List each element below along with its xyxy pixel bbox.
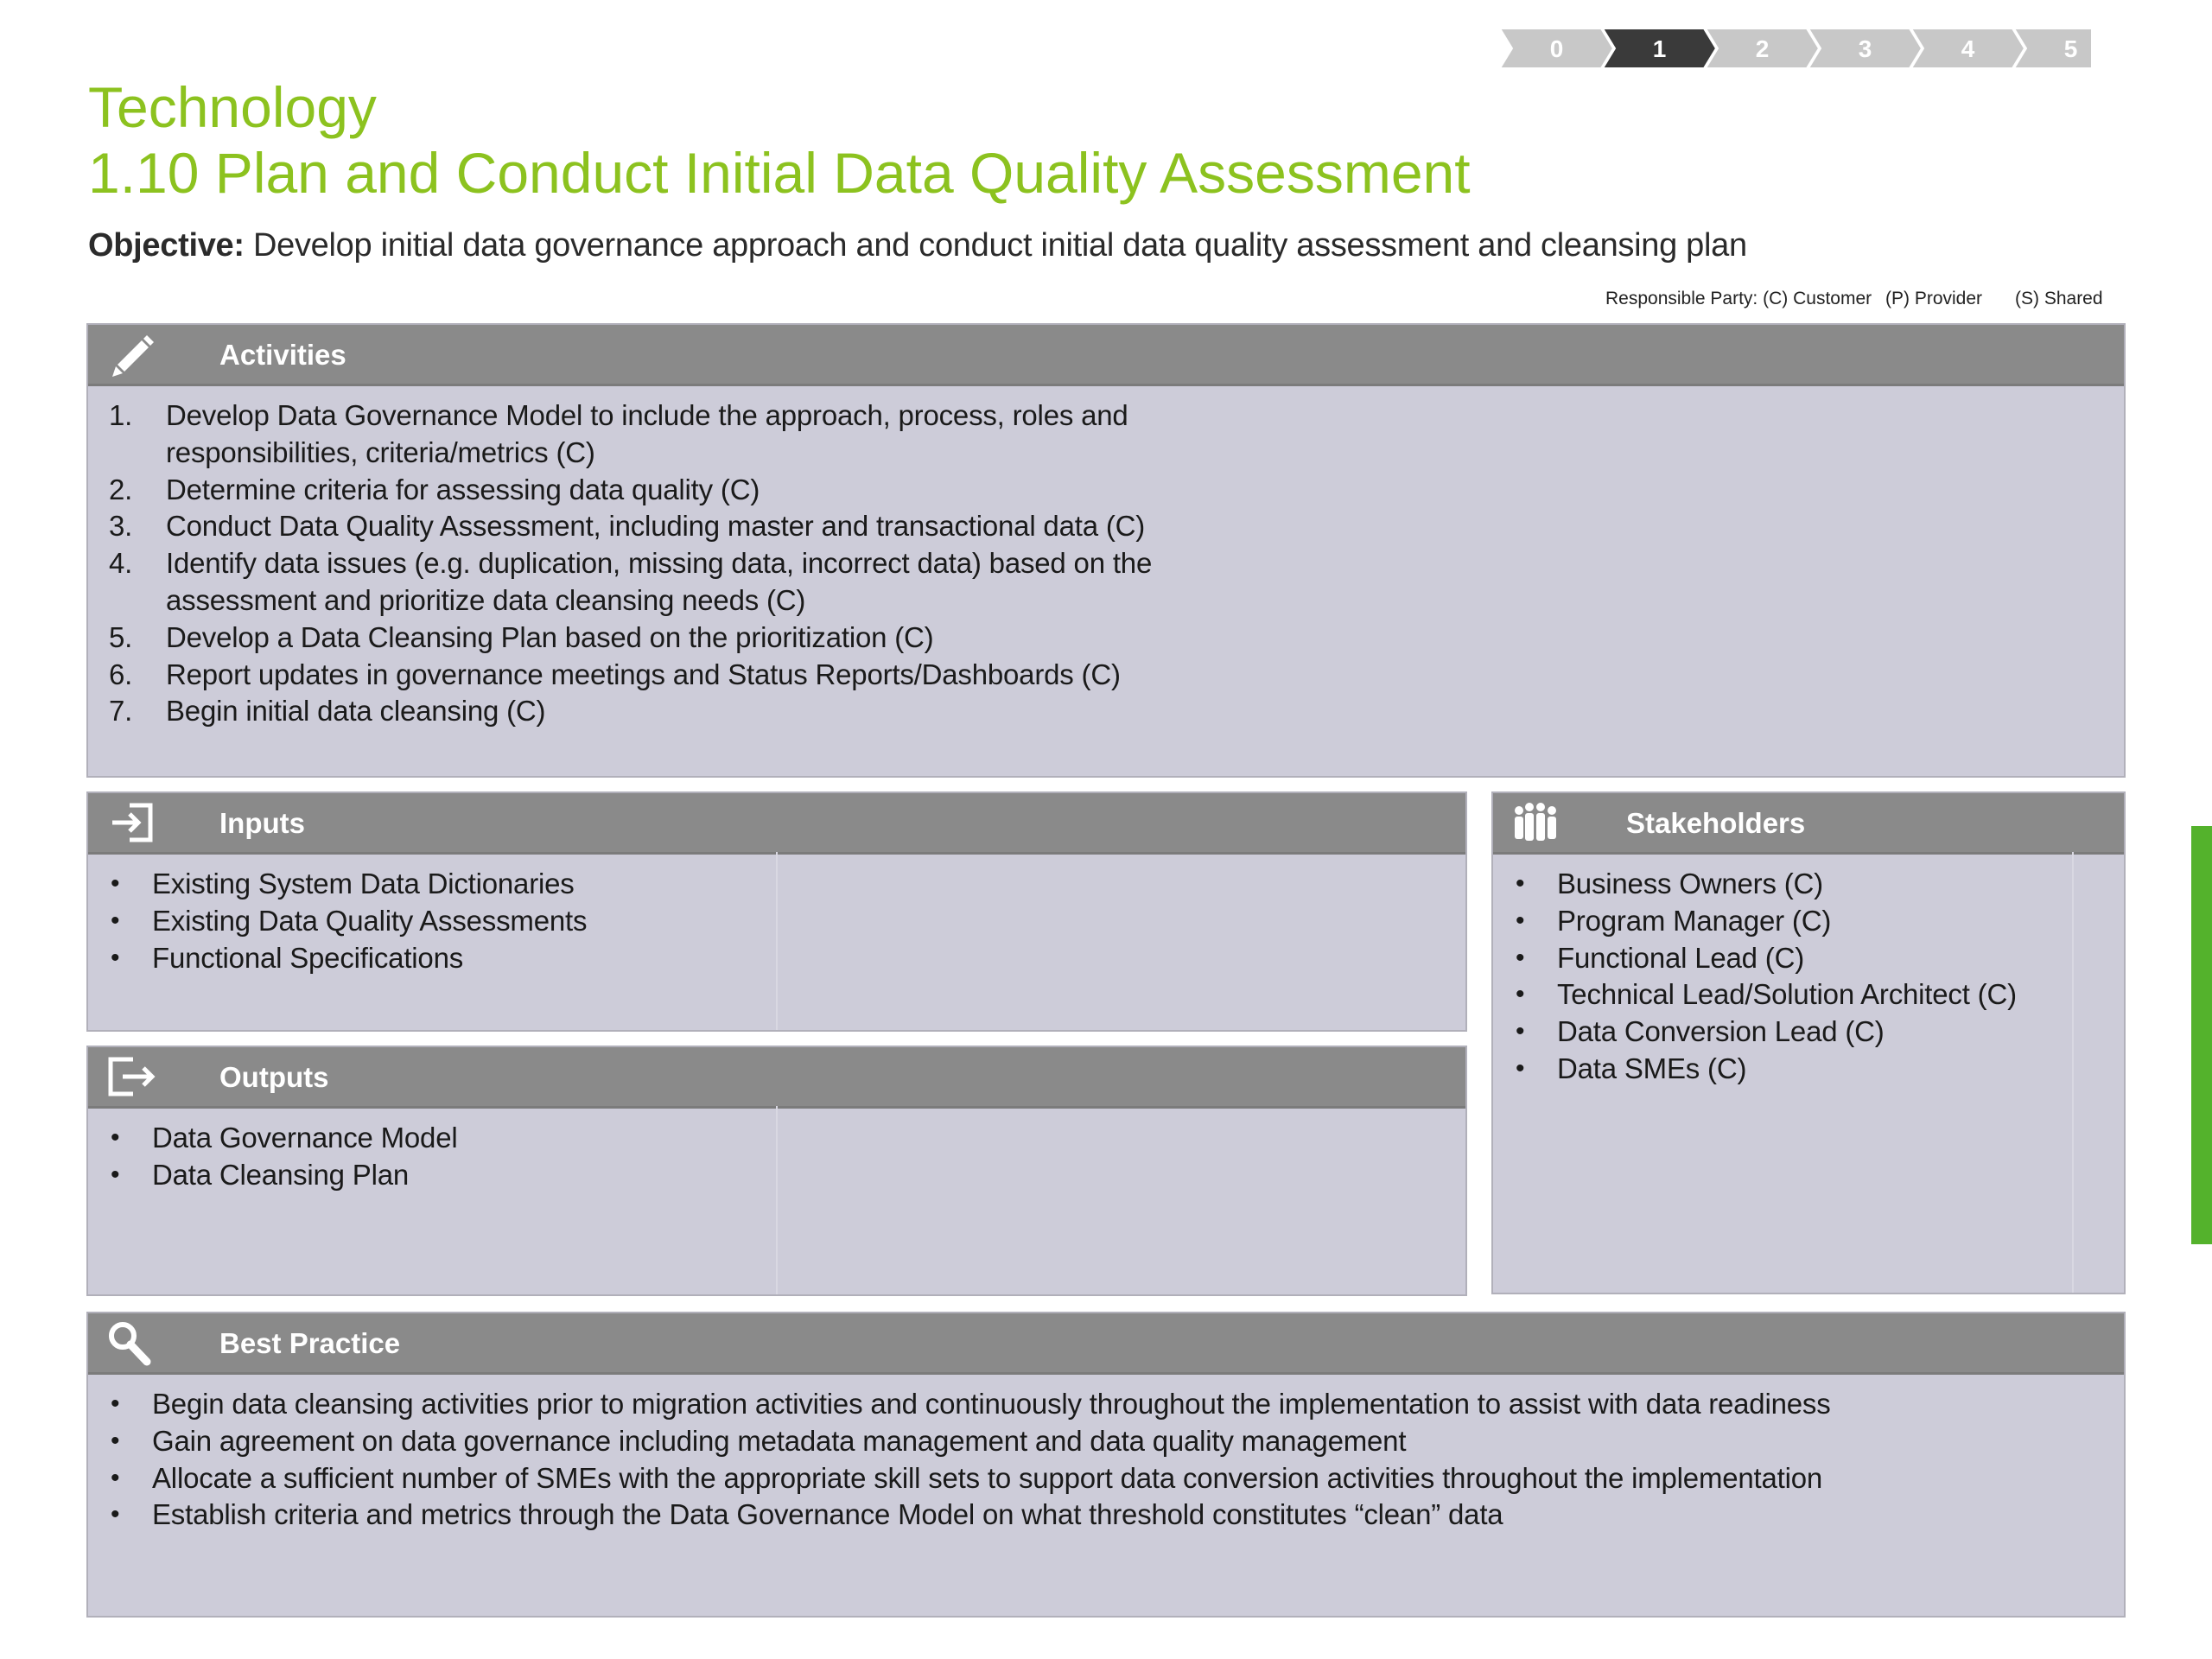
people-icon: [1509, 798, 1562, 847]
stakeholder-item: • Data Conversion Lead (C): [1493, 1014, 2017, 1051]
activity-number: 2.: [109, 473, 133, 505]
activity-item-continuation: [88, 582, 1152, 620]
pencil-icon: [104, 330, 157, 378]
stage-chevron: [2014, 29, 2091, 68]
stakeholders-title: Stakeholders: [1626, 807, 1806, 839]
activities-header: [88, 325, 2124, 386]
objective-text: Develop initial data governance approach and conduct initial data quality assessment and cleansing plan: [253, 227, 1747, 264]
best-practice-item: • Allocate a sufficient number of SMEs with the appropriate skill sets to support data conversion activities throughout the implementation: [88, 1460, 1831, 1497]
side-tab-marker: [2191, 826, 2212, 1244]
stage-0: [1500, 29, 1613, 68]
legend-label: Responsible Party:: [1605, 289, 1758, 308]
outputs-divider: [776, 1106, 778, 1294]
objective: [88, 223, 1747, 268]
activity-text: Begin initial data cleansing (C): [166, 695, 546, 728]
best-practice-item: • Establish criteria and metrics through the Data Governance Model on what threshold constitutes “clean” data: [88, 1497, 1831, 1534]
activity-item: [88, 657, 1152, 694]
stakeholder-item: • Program Manager (C): [1493, 903, 2017, 940]
stage-5: [2014, 29, 2091, 68]
stage-2: [1706, 29, 1819, 68]
activity-text: Identify data issues (e.g. duplication, missing data, incorrect data) based on the: [166, 547, 1153, 580]
stage-indicator: [1500, 28, 2091, 69]
activity-text: responsibilities, criteria/metrics (C): [166, 435, 595, 468]
page-title: 1.10 Plan and Conduct Initial Data Quality Assessment: [88, 141, 1471, 205]
activity-number: 1.: [109, 399, 133, 431]
inputs-title: Inputs: [219, 807, 305, 839]
best-practice-header: [88, 1313, 2124, 1375]
objective-label: Objective:: [88, 227, 245, 264]
stakeholders-header: [1493, 793, 2124, 855]
legend-shared: (S) Shared: [2015, 289, 2103, 308]
activity-item: [88, 472, 1152, 509]
output-item: • Data Cleansing Plan: [88, 1157, 458, 1194]
stage-label: 4: [1961, 35, 1975, 62]
activity-text: Develop Data Governance Model to include the approach, process, roles and: [166, 399, 1128, 431]
activity-text: Conduct Data Quality Assessment, including master and transactional data (C): [166, 510, 1146, 543]
stage-label: 2: [1755, 35, 1770, 62]
stage-label: 3: [1858, 35, 1872, 62]
activity-item: [88, 545, 1152, 582]
activity-item: [88, 620, 1152, 657]
activity-text: Report updates in governance meetings and Status Reports/Dashboards (C): [166, 658, 1121, 690]
outputs-list: [88, 1120, 458, 1194]
activity-text: assessment and prioritize data cleansing needs (C): [166, 583, 806, 616]
legend-provider: (P) Provider: [1885, 289, 1983, 308]
activities-title: Activities: [219, 339, 346, 371]
activities-list: [88, 397, 1152, 730]
activity-text: Develop a Data Cleansing Plan based on the prioritization (C): [166, 620, 934, 653]
stakeholders-list: [1493, 866, 2017, 1088]
output-item: • Data Governance Model: [88, 1120, 458, 1157]
stakeholder-item: • Data SMEs (C): [1493, 1051, 2017, 1088]
stage-label: 5: [2063, 35, 2078, 62]
input-item: • Existing Data Quality Assessments: [88, 903, 587, 940]
best-practice-item: • Begin data cleansing activities prior to migration activities and continuously throughout the implementation to assist with data readiness: [88, 1386, 1831, 1423]
category-title: Technology: [88, 75, 377, 139]
outputs-panel: [86, 1046, 1467, 1296]
activity-item: [88, 693, 1152, 730]
activity-number: 3.: [109, 510, 133, 543]
activity-number: 6.: [109, 658, 133, 690]
stage-3: [1808, 29, 1922, 68]
inputs-panel: [86, 791, 1467, 1032]
outputs-title: Outputs: [219, 1061, 329, 1093]
stakeholder-item: • Business Owners (C): [1493, 866, 2017, 903]
activity-item: [88, 397, 1152, 435]
stage-label: 0: [1549, 35, 1564, 62]
stakeholder-item: • Technical Lead/Solution Architect (C): [1493, 976, 2017, 1014]
stage-1: [1603, 29, 1716, 68]
stakeholders-panel: [1491, 791, 2126, 1294]
legend-customer: [1605, 289, 1872, 309]
activity-number: 7.: [109, 695, 133, 728]
stakeholder-item: • Functional Lead (C): [1493, 940, 2017, 977]
legend-customer-text: (C) Customer: [1763, 289, 1872, 308]
best-practice-list: [88, 1386, 1831, 1534]
activity-number: 5.: [109, 620, 133, 653]
stage-label: 1: [1652, 35, 1667, 62]
input-item: • Existing System Data Dictionaries: [88, 866, 587, 903]
magnifier-icon: [104, 1319, 157, 1367]
sign-out-icon: [104, 1052, 157, 1101]
activity-item: [88, 508, 1152, 545]
activities-panel: [86, 323, 2126, 778]
best-practice-title: Best Practice: [219, 1327, 401, 1359]
best-practice-item: • Gain agreement on data governance including metadata management and data quality management: [88, 1423, 1831, 1460]
activity-item-continuation: [88, 435, 1152, 472]
stage-chevrons: [1500, 28, 2091, 69]
inputs-divider: [776, 852, 778, 1030]
activity-number: 4.: [109, 547, 133, 580]
outputs-header: [88, 1047, 1465, 1109]
inputs-header: [88, 793, 1465, 855]
inputs-list: [88, 866, 587, 976]
sign-in-icon: [104, 798, 157, 847]
best-practice-panel: [86, 1312, 2126, 1618]
activity-text: Determine criteria for assessing data quality (C): [166, 473, 760, 505]
stage-4: [1911, 29, 2024, 68]
input-item: • Functional Specifications: [88, 940, 587, 977]
stakeholders-divider: [2072, 852, 2074, 1293]
